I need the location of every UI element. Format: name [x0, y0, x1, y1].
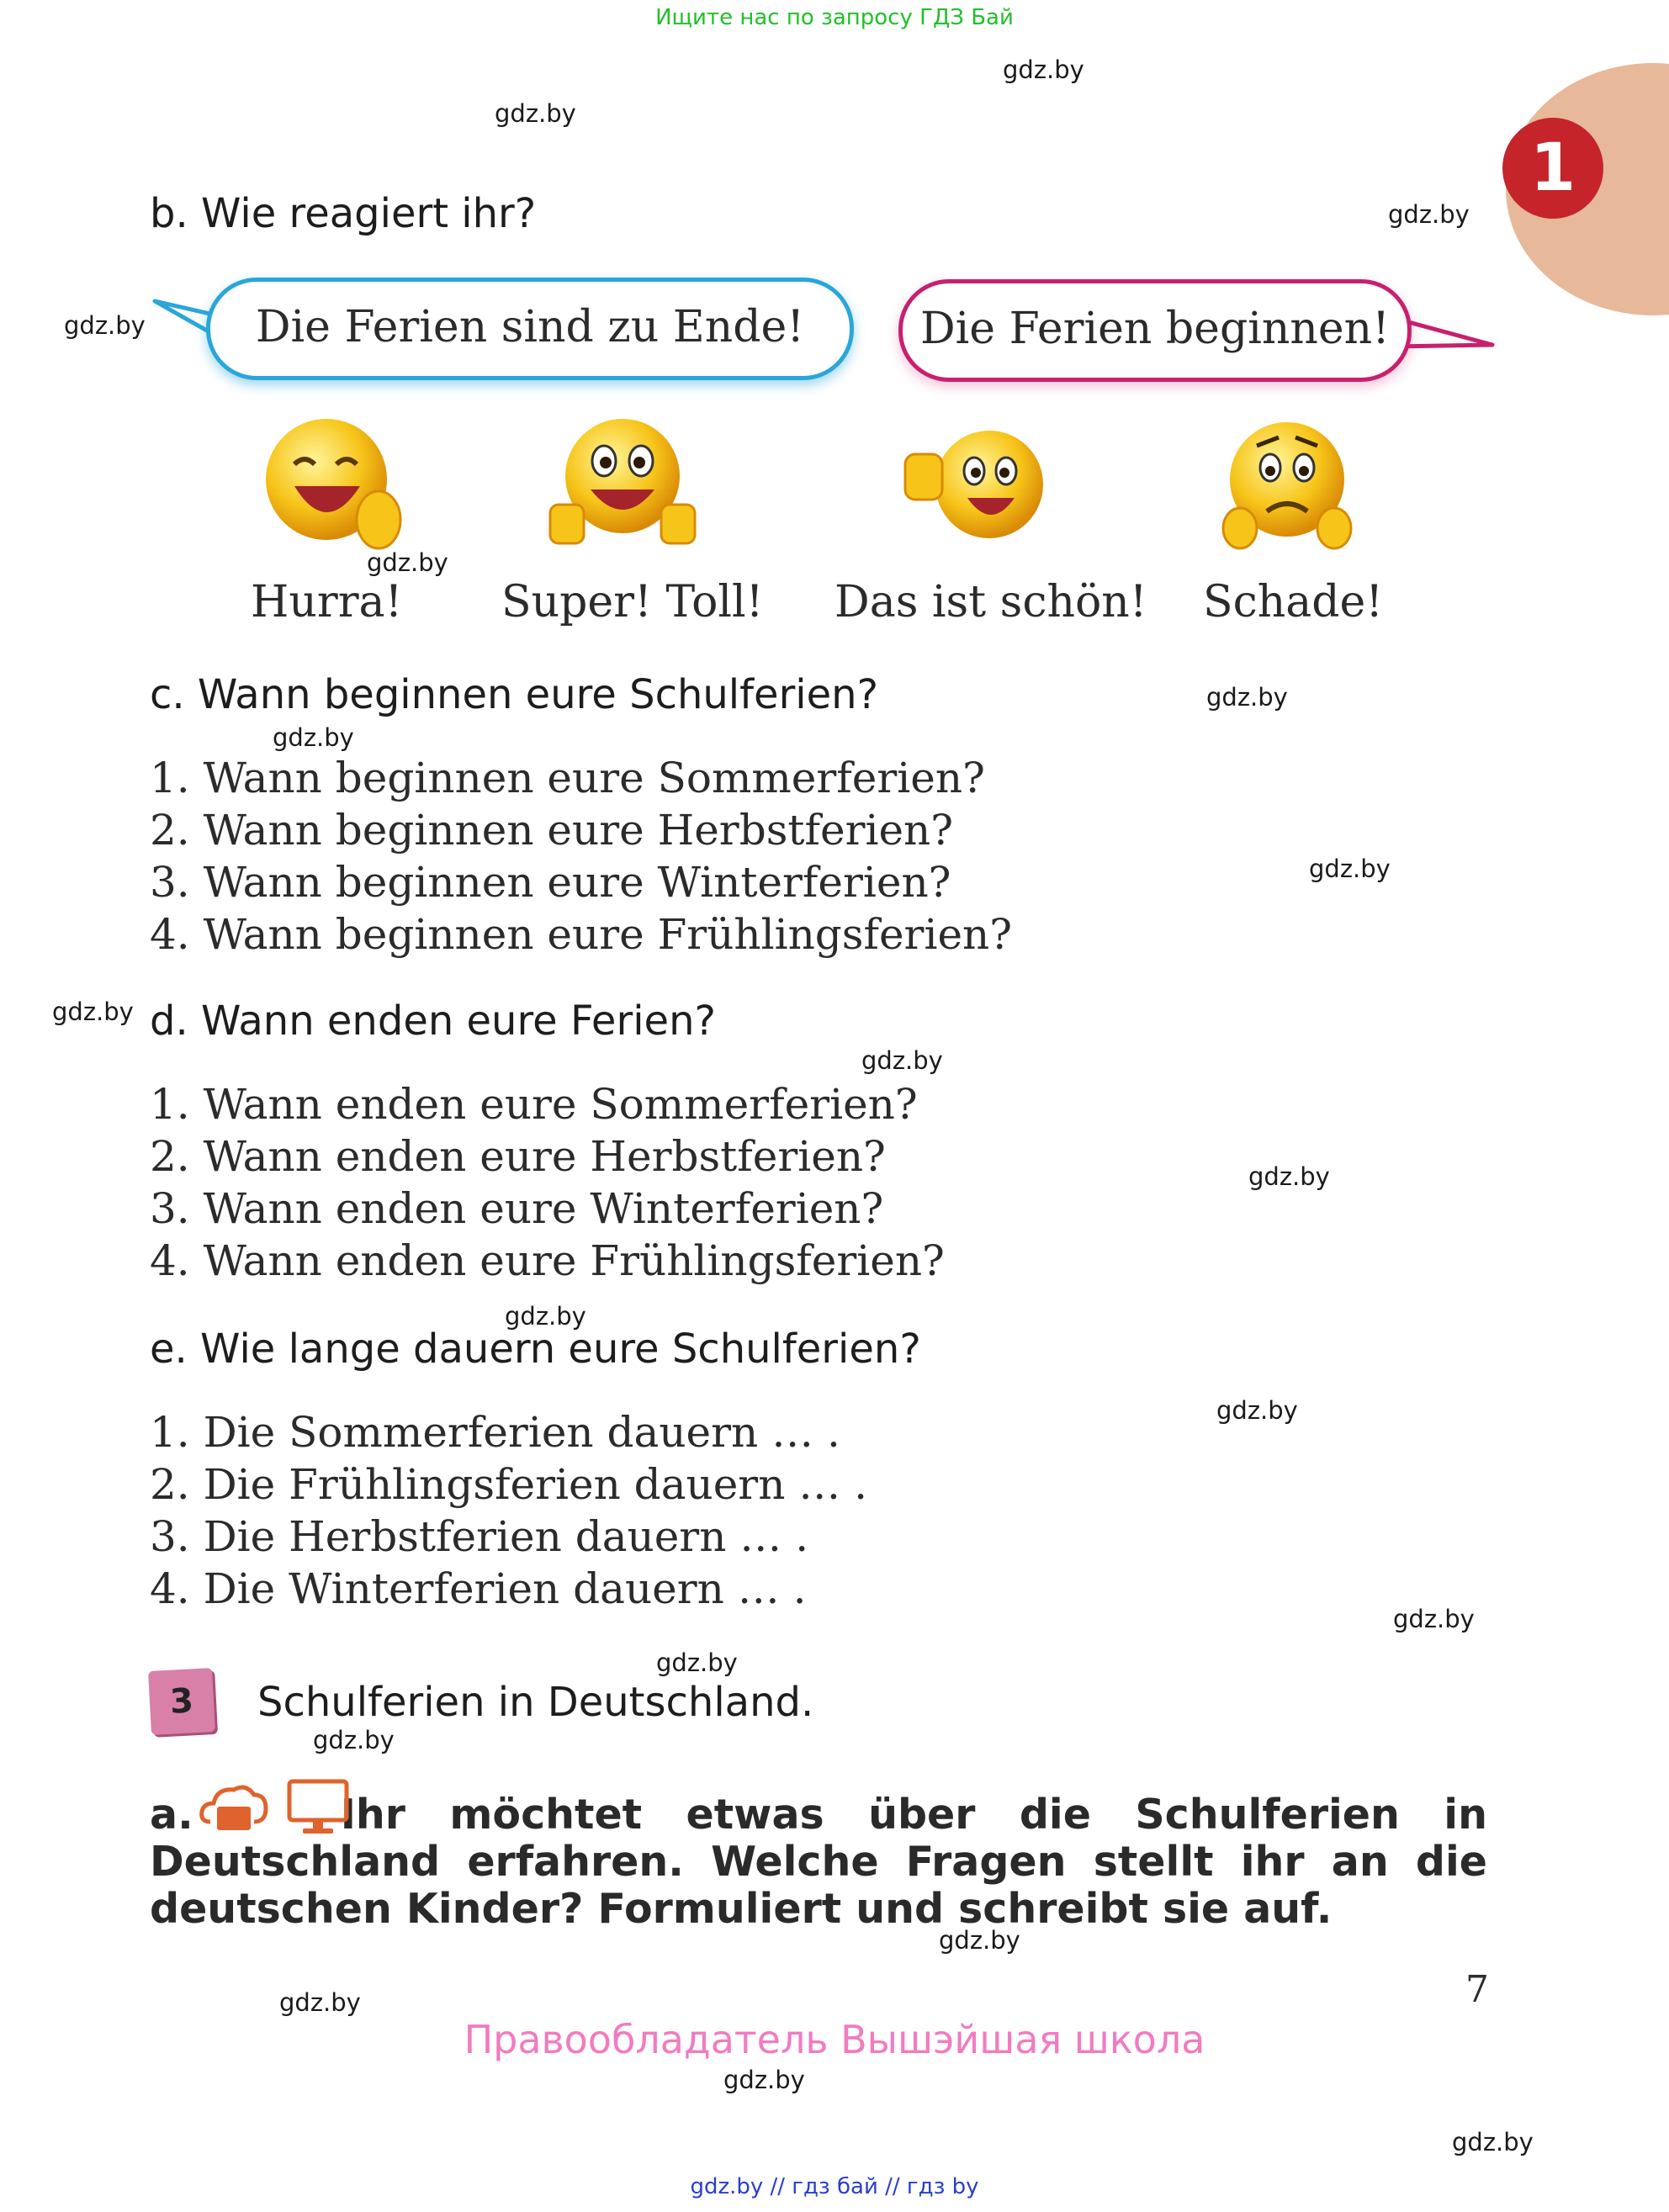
exercise-task-a [150, 1791, 1487, 1933]
speech-bubble-begin: Die Ferien beginnen! [898, 279, 1412, 382]
watermark: gdz.by [52, 998, 134, 1026]
list-item: 1. Die Sommerferien dauern … . [150, 1408, 840, 1457]
reaction-schade: Schade! [1203, 577, 1384, 627]
copyright-notice: Правообладатель Вышэйшая школа [464, 2017, 1205, 2062]
watermark: gdz.by [273, 723, 354, 752]
watermark: gdz.by [656, 1648, 738, 1677]
footer-links[interactable]: gdz.by // гдз бай // гдз by [690, 2174, 979, 2199]
section-d-heading: d. Wann enden eure Ferien? [150, 998, 716, 1045]
list-item: 1. Wann beginnen eure Sommerferien? [150, 754, 985, 802]
watermark: gdz.by [1388, 200, 1470, 229]
watermark: gdz.by [939, 1926, 1020, 1955]
reaction-schoen: Das ist schön! [834, 577, 1147, 627]
reaction-hurra: Hurra! [251, 577, 403, 627]
page-number: 7 [1465, 1968, 1489, 2011]
list-item: 2. Die Frühlingsferien dauern … . [150, 1460, 868, 1509]
top-banner[interactable]: Ищите нас по запросу ГДЗ Бай [655, 5, 1014, 30]
thumb-up-smile-emoji-icon [900, 421, 1052, 555]
watermark: gdz.by [279, 1988, 361, 2017]
list-item: 4. Die Winterferien dauern … . [150, 1564, 807, 1613]
section-b-heading: b. Wie reagiert ihr? [150, 190, 537, 237]
chapter-number: 1 [1502, 118, 1603, 219]
computer-monitor-icon [286, 1778, 350, 1837]
watermark: gdz.by [505, 1302, 586, 1331]
list-item: 3. Wann beginnen eure Winterferien? [150, 858, 951, 907]
watermark: gdz.by [1309, 855, 1391, 883]
watermark: gdz.by [1393, 1605, 1475, 1633]
list-item: 4. Wann enden eure Frühlingsferien? [150, 1236, 945, 1285]
watermark: gdz.by [1216, 1396, 1298, 1425]
speech-bubble-end: Die Ferien sind zu Ende! [206, 278, 854, 380]
watermark: gdz.by [1248, 1162, 1330, 1191]
task-label: a. [150, 1791, 193, 1839]
watermark: gdz.by [313, 1726, 395, 1754]
list-item: 2. Wann enden eure Herbstferien? [150, 1132, 886, 1181]
exercise-title: Schulferien in Deutschland. [257, 1679, 814, 1726]
list-item: 4. Wann beginnen eure Frühlingsferien? [150, 910, 1013, 959]
watermark: gdz.by [495, 99, 576, 128]
cloud-folder-icon [199, 1780, 269, 1834]
watermark: gdz.by [723, 2066, 805, 2094]
worried-emoji-icon [1220, 412, 1354, 555]
watermark: gdz.by [367, 548, 448, 577]
watermark: gdz.by [1206, 683, 1288, 712]
list-item: 2. Wann beginnen eure Herbstferien? [150, 806, 954, 855]
list-item: 3. Wann enden eure Winterferien? [150, 1184, 884, 1233]
laughing-emoji-icon [252, 412, 404, 555]
section-c-heading: c. Wann beginnen eure Schulferien? [150, 671, 879, 718]
list-item: 1. Wann enden eure Sommerferien? [150, 1080, 918, 1129]
watermark: gdz.by [861, 1046, 943, 1075]
watermark: gdz.by [1003, 56, 1084, 84]
list-item: 3. Die Herbstferien dauern … . [150, 1512, 809, 1561]
reaction-super: Super! Toll! [501, 577, 764, 627]
task-text: Ihr möchtet etwas über die Schulferien in Deutschland erfahren. Welche Fragen stellt ihr an die deutschen Kinder? Formuliert und schreibt sie auf. [150, 1791, 1487, 1933]
watermark: gdz.by [1452, 2128, 1534, 2156]
thumbs-up-emoji-icon [538, 412, 707, 555]
exercise-number-badge: 3 [148, 1668, 215, 1735]
watermark: gdz.by [64, 311, 146, 340]
section-e-heading: e. Wie lange dauern eure Schulferien? [150, 1326, 921, 1373]
